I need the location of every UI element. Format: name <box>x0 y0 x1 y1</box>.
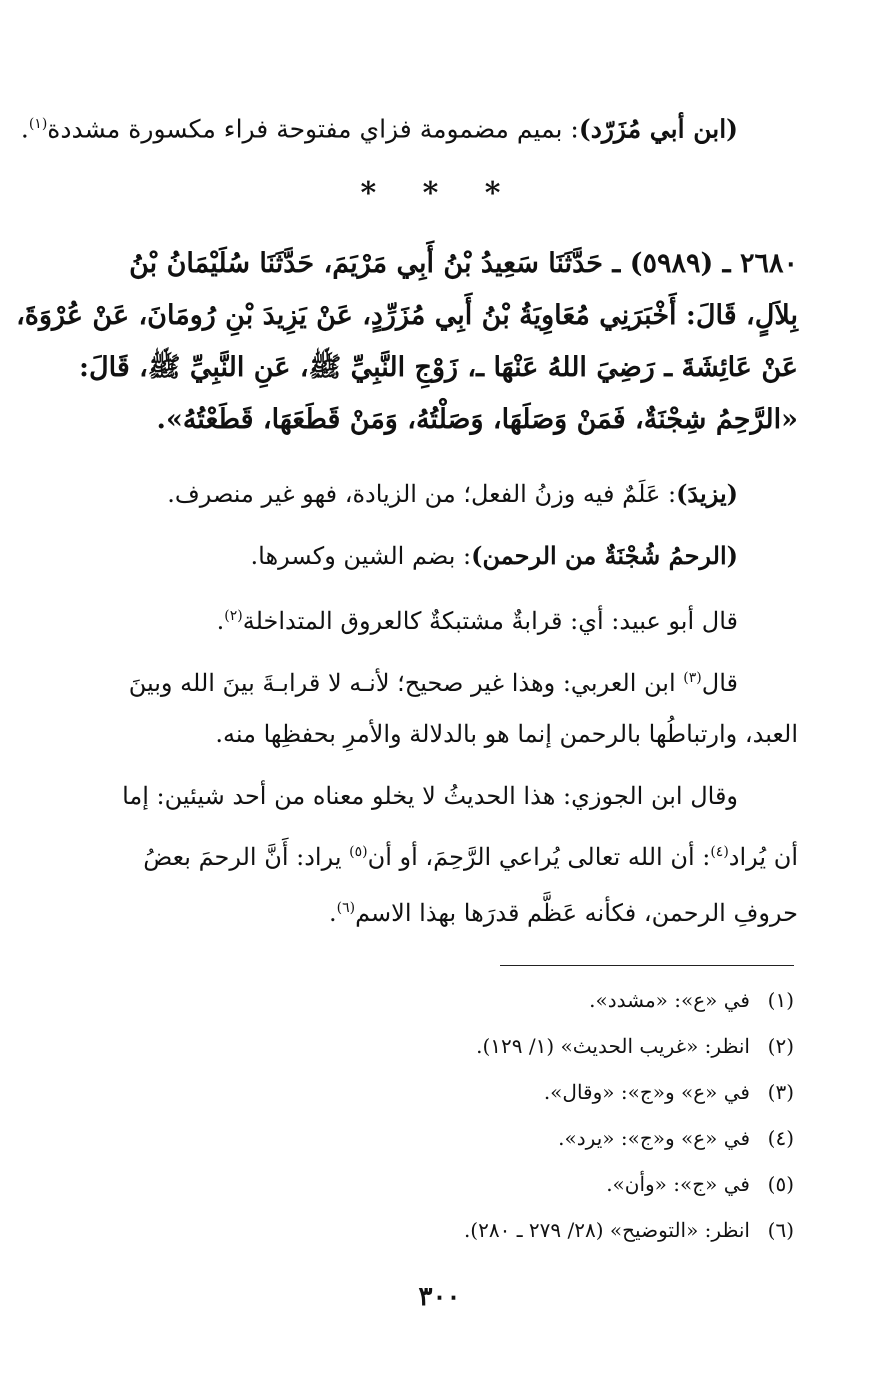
commentary-yazid <box>82 466 798 522</box>
commentary-text: : أن الله تعالى يُراعي الرَّحِمَ، أو أن <box>367 843 711 871</box>
intro-paragraph <box>20 104 798 149</box>
footnote-number: (١) <box>767 988 794 1012</box>
hadith-line: بِلاَلٍ، قَالَ: أَخْبَرَنِي مُعَاوِيَةُ بْنُ أَبِي مُزَرِّدٍ، عَنْ يَزِيدَ بْنِ رُومَانَ، عَنْ عُرْوَةَ، <box>16 300 798 331</box>
footnote-number: (٢) <box>767 1034 794 1058</box>
footnote-ref: (٢) <box>224 608 243 624</box>
commentary-text: أن يُراد <box>728 843 798 871</box>
footnote-ref: (٣) <box>683 670 702 686</box>
intro-term: (ابن أبي مُزَرّد) <box>578 114 738 144</box>
commentary-term: (الرحمُ شُجْنَةٌ من الرحمن) <box>471 541 738 570</box>
footnote-text: في «ع» و«ج»: «وقال». <box>543 1080 750 1104</box>
commentary-abu-ubaid <box>82 588 798 644</box>
commentary-end: . <box>216 607 225 635</box>
footnote-text: في «ج»: «وأن». <box>606 1172 750 1196</box>
commentary-term: (يزيدَ) <box>676 479 738 508</box>
hadith-line: «الرَّحِمُ شِجْنَةٌ، فَمَنْ وَصَلَهَا، وَصَلْتُهُ، وَمَنْ قَطَعَهَا، قَطَعْتُهُ». <box>156 404 798 435</box>
footnote-number: (٤) <box>767 1126 794 1150</box>
hadith-line: عَنْ عَائِشَةَ ـ رَضِيَ اللهُ عَنْهَا ـ، زَوْجِ النَّبِيِّ ﷺ، عَنِ النَّبِيِّ ﷺ، قَالَ: <box>79 352 798 383</box>
commentary-text: ابن العربي: وهذا غير صحيح؛ لأنـه لا قرابـةَ بينَ الله وبينَ <box>128 669 684 697</box>
commentary-text: العبد، وارتباطُها بالرحمن إنما هو بالدلالة والأمرِ بحفظِها منه. <box>215 720 798 748</box>
footnote <box>300 1123 794 1153</box>
hadith-line: ٢٦٨٠ ـ (٥٩٨٩) ـ حَدَّثَنَا سَعِيدُ بْنُ أَبِي مَرْيَمَ، حَدَّثَنَا سُلَيْمَانُ بْنُ <box>129 248 798 279</box>
commentary-text: : عَلَمٌ فيه وزنُ الفعل؛ من الزيادة، فهو غير منصرف. <box>167 480 677 508</box>
commentary-end: . <box>328 899 337 927</box>
footnote-divider <box>500 965 794 966</box>
footnote <box>300 1031 794 1061</box>
footnote-ref: (٥) <box>349 844 368 860</box>
commentary-text: وقال ابن الجوزي: هذا الحديثُ لا يخلو معناه من أحد شيئين: إما <box>122 782 738 810</box>
commentary-ibn-arabi <box>82 650 798 762</box>
footnote <box>300 1169 794 1199</box>
page-number: ٣٠٠ <box>418 1282 461 1312</box>
footnote <box>300 1077 794 1107</box>
commentary-ibn-jawzi <box>82 768 798 936</box>
intro-end: . <box>20 114 29 144</box>
footnote-text: انظر: «التوضيح» (٢٨/ ٢٧٩ ـ ٢٨٠). <box>463 1218 750 1242</box>
hadith-text <box>16 238 798 446</box>
footnote <box>300 985 794 1015</box>
commentary-text: قال <box>701 669 738 697</box>
footnote-text: انظر: «غريب الحديث» (١/ ١٢٩). <box>476 1034 750 1058</box>
commentary-rahim <box>82 528 798 584</box>
footnote-text: في «ع»: «مشدد». <box>589 988 750 1012</box>
footnote-ref: (٦) <box>336 900 356 916</box>
commentary-text: يراد: أَنَّ الرحمَ بعضُ <box>143 843 350 871</box>
section-separator: * * * <box>360 176 519 211</box>
footnote <box>300 1215 794 1245</box>
footnote-ref: (١) <box>28 116 48 132</box>
intro-text: : بميم مضمومة فزاي مفتوحة فراء مكسورة مشددة <box>47 114 579 144</box>
footnote-number: (٦) <box>767 1218 794 1242</box>
footnote-number: (٥) <box>767 1172 794 1196</box>
commentary-text: حروفِ الرحمن، فكأنه عَظَّم قدرَها بهذا الاسم <box>355 899 798 927</box>
footnote-ref: (٤) <box>710 844 729 860</box>
commentary-text: قال أبو عبيد: أي: قرابةٌ مشتبكةٌ كالعروق المتداخلة <box>242 607 738 635</box>
footnote-text: في «ع» و«ج»: «يرد». <box>558 1126 750 1150</box>
commentary-text: : بضم الشين وكسرها. <box>250 542 472 570</box>
footnote-number: (٣) <box>767 1080 794 1104</box>
